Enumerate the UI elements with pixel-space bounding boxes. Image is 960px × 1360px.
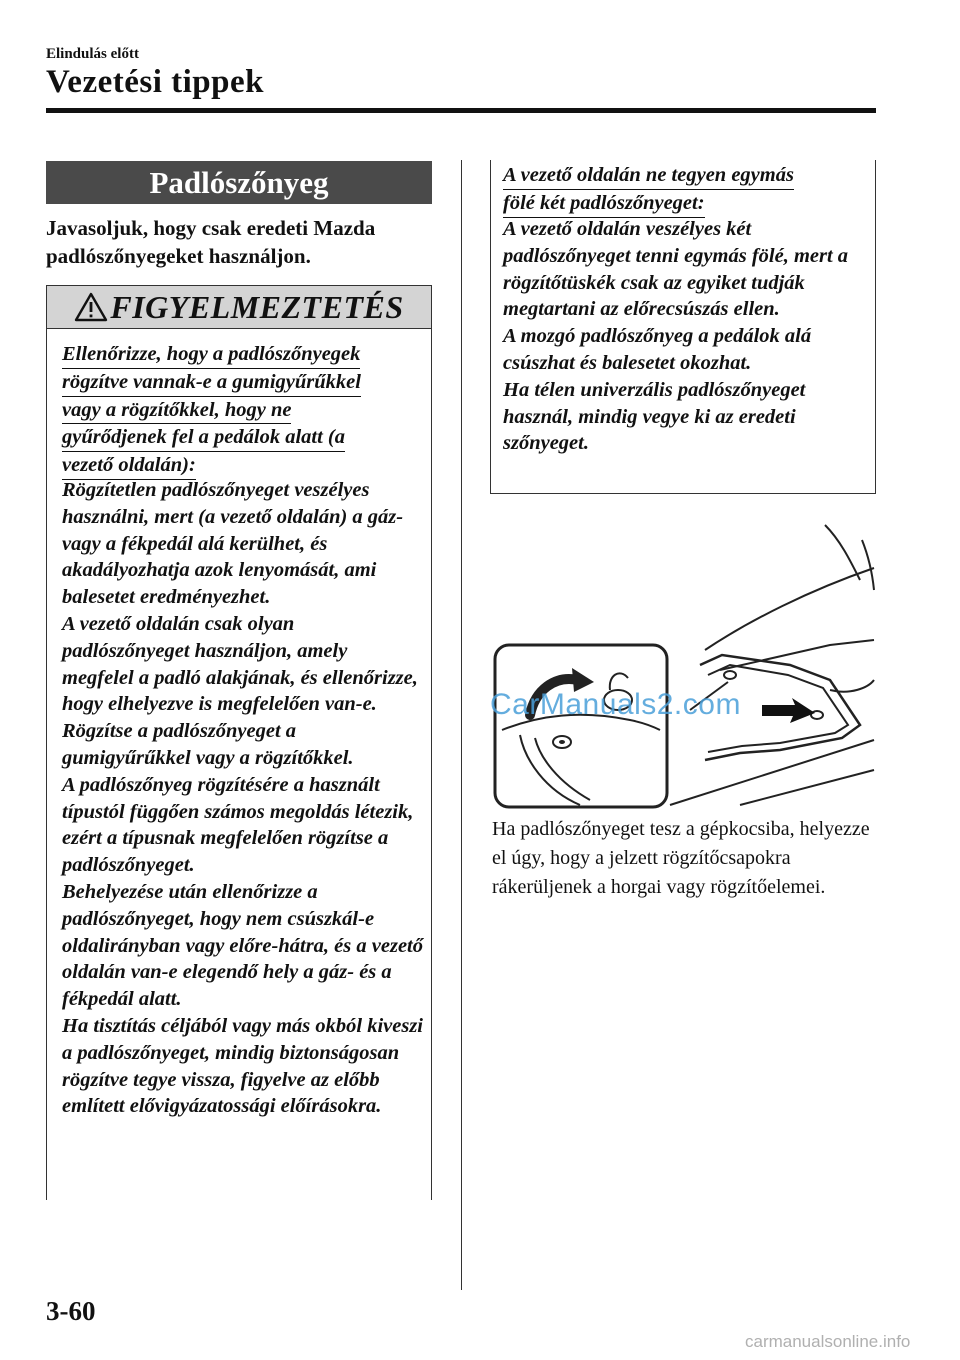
header-rule (46, 108, 876, 113)
warning-heading-line: vezető oldalán): (62, 452, 196, 480)
warning-header (47, 285, 431, 329)
warning-heading-line: vagy a rögzítőkkel, hogy ne (62, 397, 291, 425)
section-label: Elindulás előtt (46, 46, 139, 62)
watermark: CarManuals2.com (490, 688, 741, 721)
warning-title: FIGYELMEZTETÉS (110, 288, 404, 325)
right-warning-box (490, 160, 876, 494)
warning-heading-line: rögzítve vannak-e a gumigyűrűkkel (62, 369, 361, 397)
right-warning-heading-line: A vezető oldalán ne tegyen egymás (503, 162, 794, 190)
warning-box (46, 285, 432, 1200)
floor-mat-illustration (490, 520, 875, 810)
page-number: 3-60 (46, 1296, 96, 1326)
warning-heading-line: Ellenőrizze, hogy a padlószőnyegek (62, 341, 360, 369)
footer-watermark: carmanualsonline.info (745, 1332, 911, 1351)
warning-heading (62, 341, 424, 480)
warning-body: Rögzítetlen padlószőnyeget veszélyes használni, mert (a vezető oldalán) a gáz- vagy a fékpedál alá kerülhet, és akadályozhatja azok lenyomását, ami balesetet eredményezhet. A vezető oldalán csak olyan padlószőnyeget használjon, amely megfelel a padló alakjának, és ellenőrizze, hogy elhelyezve is megfelelően van-e. Rögzítse a padlószőnyeget a gumigyűrűkkel vagy a rögzítőkkel. A padlószőnyeg rögzítésére a használt típustól függően számos megoldás létezik, ezért a típusnak megfelelően rögzítse a padlószőnyeget. Behelyezése után ellenőrizze a padlószőnyeget, hogy nem csúszkál-e oldalirányban vagy előre-hátra, és a vezető oldalán van-e elegendő hely a gáz- és a fékpedál alatt. Ha tisztítás céljából vagy más okból kiveszi a padlószőnyeget, mindig biztonságosan rögzítve tegye vissza, figyelve az előbb említett elővigyázatossági előírásokra. (62, 479, 424, 1118)
right-warning-heading-line: fölé két padlószőnyeget: (503, 190, 705, 218)
right-warning-heading (503, 162, 868, 218)
column-divider (461, 160, 462, 1290)
warning-triangle-icon (74, 292, 108, 322)
intro-paragraph: Javasoljuk, hogy csak eredeti Mazda padlószőnyegeket használjon. (46, 216, 376, 268)
section-heading: Padlószőnyeg (46, 161, 432, 204)
right-warning-body: A vezető oldalán veszélyes két padlószőnyeget tenni egymás fölé, mert a rögzítőtüskék csak az egyiket tudják megtartani az előrecsúszás ellen. A mozgó padlószőnyeg a pedálok alá csúszhat és balesetet okozhat. Ha télen univerzális padlószőnyeget használ, mindig vegye ki az eredeti szőnyeget. (503, 218, 849, 455)
illustration-caption: Ha padlószőnyeget tesz a gépkocsiba, helyezze el úgy, hogy a jelzett rögzítőcsapokra rákerüljenek a horgai vagy rögzítőelemei. (492, 818, 870, 898)
warning-heading-line: gyűrődjenek fel a pedálok alatt (a (62, 424, 345, 452)
page-title: Vezetési tippek (46, 64, 265, 100)
